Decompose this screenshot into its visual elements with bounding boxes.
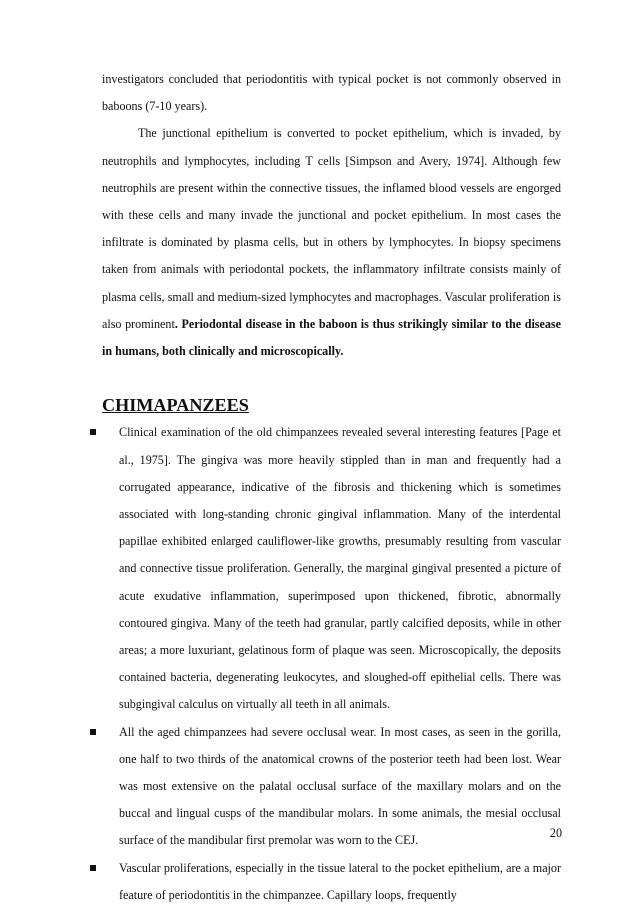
paragraph-bold-conclusion: . Periodontal disease in the baboon is thus strikingly similar to the disease in humans, both clinically and microscopically. <box>102 316 561 359</box>
section-heading-chimpanzees: CHIMAPANZEES <box>102 395 249 416</box>
bullet-item-clinical-examination <box>102 419 561 718</box>
bullet-text: Clinical examination of the old chimpanzees revealed several interesting features [Page et al., 1975]. The gingiva was more heavily stippled than in man and frequently had a corrugated appearance, indicative of the fibrosis and thickening which is sometimes associated with long-standing chronic gingival inflammation. Many of the interdental papillae exhibited enlarged cauliflower-like growths, presumably resulting from vascular and connective tissue proliferation. Generally, the marginal gingival presented a picture of acute exudative inflammation, superimposed upon thickened, fibrotic, abnormally contoured gingiva. Many of the teeth had granular, partly calcified deposits, while in other areas; a more luxuriant, gelatinous form of plaque was seen. Microscopically, the deposits contained bacteria, degenerating leukocytes, and sloughed-off epithelial cells. There was subgingival calculus on virtually all teeth in all animals. <box>119 425 561 712</box>
page-number: 20 <box>549 826 562 840</box>
bullet-text: Vascular proliferations, especially in the tissue lateral to the pocket epithelium, are a major feature of periodontitis in the chimpanzee. Capillary loops, frequently <box>119 860 561 902</box>
paragraph-junctional-epithelium <box>102 120 561 365</box>
paragraph-junctional-text: The junctional epithelium is converted to pocket epithelium, which is invaded, by neutrophils and lymphocytes, including T cells [Simpson and Avery, 1974]. Although few neutrophils are present within the connective tissues, the inflamed blood vessels are engorged with these cells and many invade the junctional and pocket epithelium. In most cases the infiltrate is dominated by plasma cells, but in others by lymphocytes. In biopsy specimens taken from animals with periodontal pockets, the inflammatory infiltrate consists mainly of plasma cells, small and medium-sized lymphocytes and macrophages. Vascular proliferation is also prominent <box>102 126 561 331</box>
paragraph-continuation: investigators concluded that periodontitis with typical pocket is not commonly observed in baboons (7-10 years). <box>102 72 561 114</box>
square-bullet-icon <box>90 429 96 435</box>
square-bullet-icon <box>90 729 96 735</box>
bullet-text: All the aged chimpanzees had severe occlusal wear. In most cases, as seen in the gorilla, one half to two thirds of the anatomical crowns of the posterior teeth had been lost. Wear was most extensive on the palatal occlusal surface of the maxillary molars and on the buccal and lingual cusps of the mandibular molars. In some animals, the mesial occlusal surface of the mandibular first premolar was worn to the CEJ. <box>119 724 561 848</box>
page-body <box>102 66 561 909</box>
square-bullet-icon <box>90 865 96 871</box>
bullet-item-occlusal-wear <box>102 719 561 855</box>
bullet-item-vascular-proliferations <box>102 855 561 909</box>
bullet-list <box>102 419 561 909</box>
